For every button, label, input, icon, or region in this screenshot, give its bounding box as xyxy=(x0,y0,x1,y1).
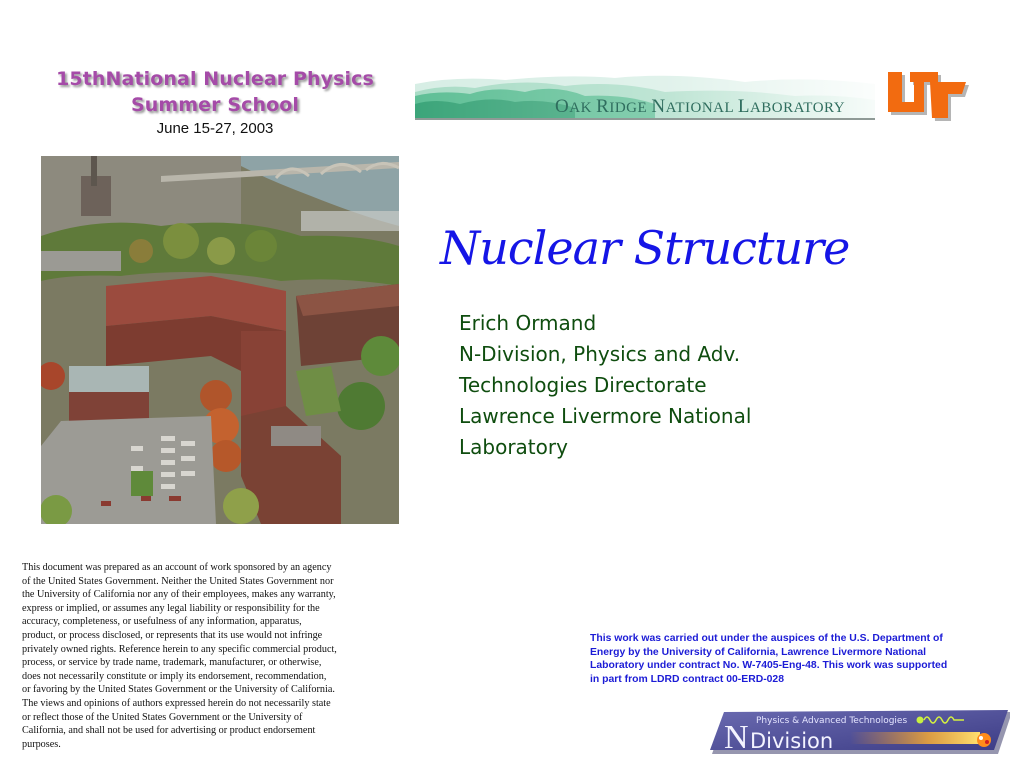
author-affiliation-line: Technologies Directorate xyxy=(459,373,707,397)
ornl-logo xyxy=(415,70,875,122)
ut-logo xyxy=(886,68,970,124)
disclaimer-line: the University of California nor any of their employees, makes any warranty, xyxy=(22,589,336,601)
svg-text:Physics & Advanced Technologie: Physics & Advanced Technologies xyxy=(756,716,908,726)
disclaimer-line: or reflect those of the United States Government or the University of xyxy=(22,711,303,723)
author-block xyxy=(459,308,899,463)
disclaimer-line: product, or process disclosed, or represents that its use would not infringe xyxy=(22,629,323,641)
disclaimer-line: purposes. xyxy=(22,738,61,750)
author-name: Erich Ormand xyxy=(459,311,597,335)
author-affiliation-line: N-Division, Physics and Adv. xyxy=(459,342,741,366)
svg-text:N: N xyxy=(724,719,749,754)
legal-disclaimer xyxy=(22,561,384,751)
ornl-divider xyxy=(415,118,875,120)
conference-title-line1: 15thNational Nuclear Physics xyxy=(56,68,374,90)
acknowledgement-line: Energy by the University of California, Lawrence Livermore National xyxy=(590,646,927,658)
ornl-name: OAK RIDGE NATIONAL LABORATORY xyxy=(555,96,846,117)
svg-text:Division: Division xyxy=(750,729,834,753)
disclaimer-line: does not necessarily constitute or imply its endorsement, recommendation, xyxy=(22,670,327,682)
acknowledgement-line: in part from LDRD contract 00-ERD-028 xyxy=(590,673,784,685)
acknowledgement-line: This work was carried out under the auspices of the U.S. Department of xyxy=(590,633,943,644)
disclaimer-line: privately owned rights. Reference herein to any specific commercial product, xyxy=(22,643,337,655)
author-affiliation-line: Laboratory xyxy=(459,435,568,459)
presentation-title: Nuclear Structure xyxy=(440,221,850,275)
conference-title-line2: Summer School xyxy=(130,94,300,116)
disclaimer-line: The views and opinions of authors expressed herein do not necessarily state xyxy=(22,697,331,709)
conference-dates: June 15-27, 2003 xyxy=(156,120,274,137)
funding-acknowledgement xyxy=(590,632,1000,686)
n-division-logo xyxy=(710,708,1010,754)
disclaimer-line: This document was prepared as an account of work sponsored by an agency xyxy=(22,562,332,573)
author-affiliation-line: Lawrence Livermore National xyxy=(459,404,752,428)
disclaimer-line: express or implied, or assumes any legal liability or responsibility for the xyxy=(22,602,320,614)
disclaimer-line: or favoring by the United States Government or the University of California. xyxy=(22,684,335,696)
disclaimer-line: of the United States Government. Neither the United States Government nor xyxy=(22,575,334,587)
campus-aerial-photo xyxy=(41,156,399,524)
disclaimer-line: accuracy, completeness, or usefulness of any information, apparatus, xyxy=(22,616,302,628)
conference-header xyxy=(20,66,410,140)
disclaimer-line: process, or service by trade name, trademark, manufacturer, or otherwise, xyxy=(22,657,322,669)
acknowledgement-line: Laboratory under contract No. W-7405-Eng-48. This work was supported xyxy=(590,660,948,672)
disclaimer-line: California, and shall not be used for advertising or product endorsement xyxy=(22,725,316,737)
